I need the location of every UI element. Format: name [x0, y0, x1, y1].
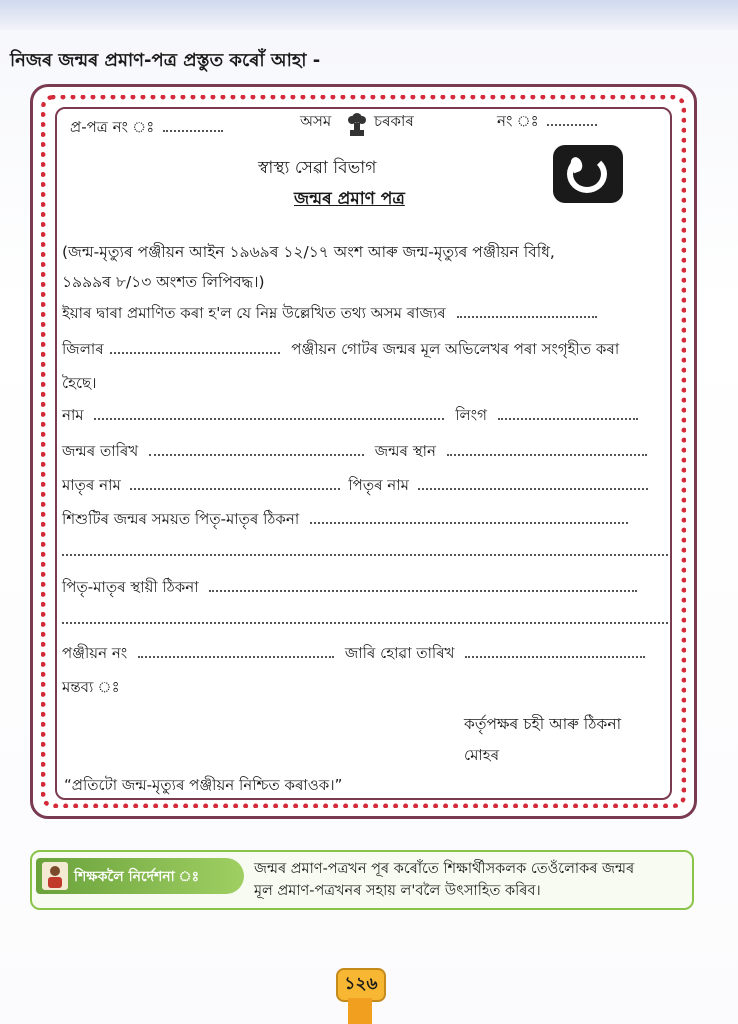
parents-name-row — [62, 474, 648, 499]
permanent-address-line-2 — [62, 610, 668, 628]
certify-text-3: হৈছে। — [62, 374, 97, 392]
state-emblem-icon — [346, 110, 368, 138]
teacher-note-line-2: মূল প্ৰমাণ-পত্ৰখনৰ সহায় ল'বলৈ উৎসাহিত কৰিব। — [254, 883, 541, 899]
birth-date-row — [62, 440, 647, 465]
certificate-title: জন্মৰ প্ৰমাণ পত্ৰ — [294, 189, 405, 209]
father-name-field[interactable] — [418, 487, 648, 490]
father-name-label: পিতৃৰ নাম — [348, 476, 409, 494]
govt-left-label: অসম — [300, 112, 332, 130]
registration-row — [62, 642, 645, 667]
address-at-birth-row — [62, 508, 628, 533]
number-field[interactable] — [547, 123, 597, 126]
remarks-label: মন্তব্য ঃ — [62, 678, 120, 696]
address-at-birth-label: শিশুটিৰ জন্মৰ সময়ত পিতৃ-মাতৃৰ ঠিকনা — [62, 510, 300, 528]
birth-place-label: জন্মৰ স্থান — [374, 442, 436, 460]
issue-date-field[interactable] — [465, 655, 645, 658]
registration-no-label: পঞ্জীয়ন নং — [62, 644, 128, 662]
permanent-address-label: পিতৃ-মাতৃৰ স্থায়ী ঠিকনা — [62, 578, 199, 596]
permanent-address-row — [62, 576, 637, 601]
district-label: জিলাৰ — [62, 340, 104, 358]
form-number-row — [70, 116, 223, 141]
page-heading: নিজৰ জন্মৰ প্ৰমাণ-পত্ৰ প্ৰস্তুত কৰোঁ আহা - — [10, 50, 321, 71]
seal-label: মোহৰ — [464, 746, 500, 764]
permanent-address-field[interactable] — [209, 589, 637, 592]
address-at-birth-field[interactable] — [310, 521, 628, 524]
address-at-birth-field-2[interactable] — [62, 553, 668, 556]
address-at-birth-line-2 — [62, 542, 668, 560]
gender-field[interactable] — [498, 417, 638, 420]
name-row — [62, 404, 638, 429]
legal-text-line-2: ১৯৯৯ৰ ৮/১৩ অংশত লিপিবদ্ধ।) — [62, 273, 265, 291]
teacher-note-box — [30, 850, 694, 910]
legal-text-line-1: (জন্ম-মৃত্যুৰ পঞ্জীয়ন আইন ১৯৬৯ৰ ১২/১৭ অংশ আৰু জন্ম-মৃত্যুৰ পঞ্জীয়ন বিধি, — [62, 243, 555, 261]
registration-no-field[interactable] — [138, 655, 334, 658]
teacher-note-body — [254, 858, 634, 902]
certify-text-1: ইয়াৰ দ্বাৰা প্ৰমাণিত কৰা হ'ল যে নিম্ন উল্লেখিত তথ্য অসম ৰাজ্যৰ — [62, 304, 446, 322]
gender-label: লিংগ — [455, 406, 487, 424]
page-top-edge — [0, 0, 738, 30]
certify-text-2: পঞ্জীয়ন গোটৰ জন্মৰ মূল অভিলেখৰ পৰা সংগৃহীত কৰা — [291, 340, 620, 358]
govt-right-label: চৰকাৰ — [374, 112, 414, 130]
certify-row-1 — [62, 302, 597, 327]
authority-label: কৰ্তৃপক্ষৰ চহী আৰু ঠিকনা — [464, 715, 622, 733]
teacher-note-label: শিক্ষকলৈ নিৰ্দেশনা ঃ — [74, 869, 200, 885]
birth-date-label: জন্মৰ তাৰিখ — [62, 442, 139, 460]
mother-name-label: মাতৃৰ নাম — [62, 476, 121, 494]
district-field[interactable] — [110, 351, 280, 354]
form-number-field[interactable] — [163, 129, 223, 132]
teacher-icon — [42, 862, 68, 890]
name-field[interactable] — [94, 417, 444, 420]
issue-date-label: জাৰি হোৱা তাৰিখ — [344, 644, 455, 662]
state-field[interactable] — [457, 315, 597, 318]
teacher-note-line-1: জন্মৰ প্ৰমাণ-পত্ৰখন পূৰ কৰোঁতে শিক্ষাৰ্থীসকলক তেওঁলোকৰ জন্মৰ — [254, 861, 635, 877]
mother-name-field[interactable] — [130, 487, 340, 490]
birth-date-field[interactable] — [149, 453, 364, 456]
permanent-address-field-2[interactable] — [62, 621, 668, 624]
slogan-text: “প্ৰতিটো জন্ম-মৃত্যুৰ পঞ্জীয়ন নিশ্চিত কৰাওক।” — [64, 776, 343, 794]
department-title: স্বাস্থ্য সেৱা বিভাগ — [258, 158, 377, 178]
birth-place-field[interactable] — [447, 453, 647, 456]
number-label: নং ঃ — [497, 112, 539, 130]
page-number-badge: ১২৬ — [336, 968, 386, 1002]
teacher-note-tag — [36, 858, 244, 894]
page-number-tab — [348, 998, 372, 1024]
number-row — [497, 110, 597, 135]
form-number-label: প্ৰ-পত্ৰ নং ঃ — [70, 118, 155, 136]
health-logo-icon — [553, 145, 623, 203]
certify-row-2 — [62, 338, 619, 363]
name-label: নাম — [62, 406, 84, 424]
